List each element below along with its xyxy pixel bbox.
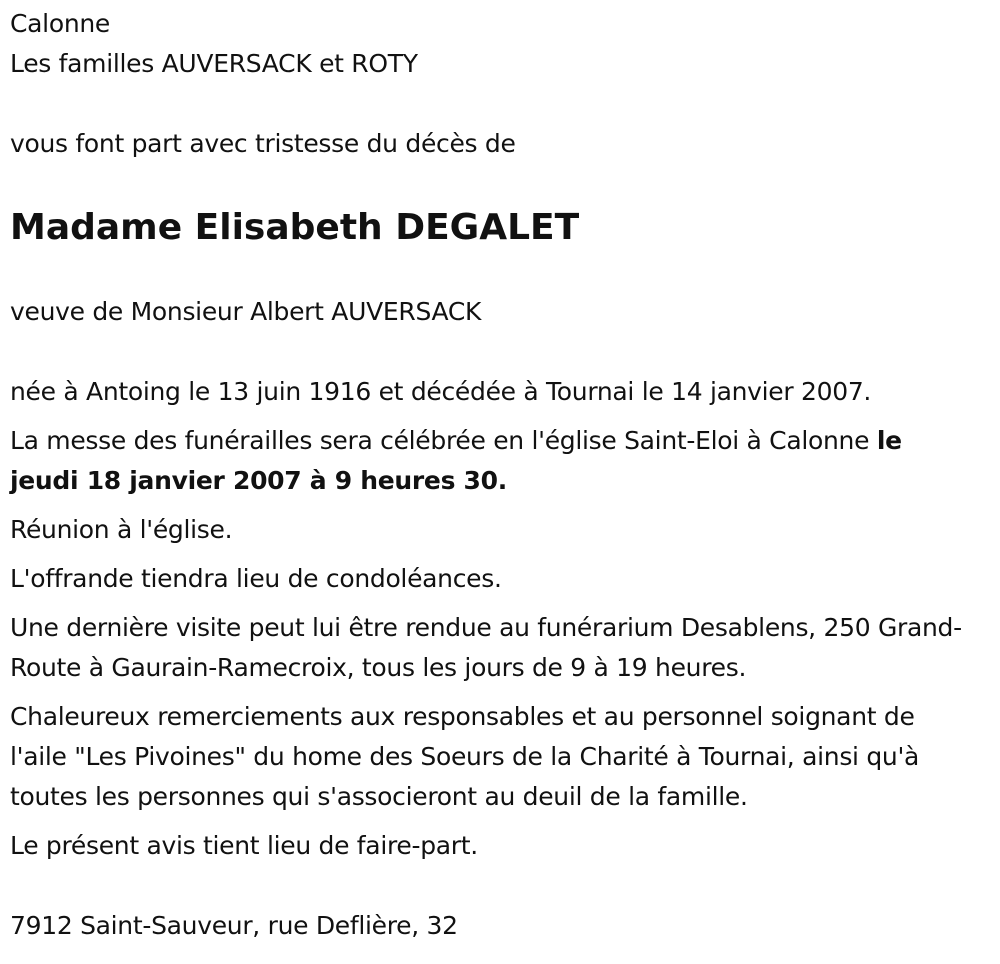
widow-of-line: veuve de Monsieur Albert AUVERSACK [10,297,482,326]
thanks-paragraph: Chaleureux remerciements aux responsables et au personnel soignant de l'aile "Les Pivoines" du home des Soeurs de la Charité à Tournai, ainsi qu'à toutes les personnes qui s'associeront au deuil de la famille. [10,702,920,811]
meeting-line: Réunion à l'église. [10,515,233,544]
families-line: Les familles AUVERSACK et ROTY [10,49,418,78]
offering-line: L'offrande tiendra lieu de condoléances. [10,564,502,593]
obituary-notice [10,4,975,946]
visit-paragraph: Une dernière visite peut lui être rendue au funérarium Desablens, 250 Grand-Route à Gaurain-Ramecroix, tous les jours de 9 à 19 heures. [10,613,962,682]
birth-death-line: née à Antoing le 13 juin 1916 et décédée à Tournai le 14 janvier 2007. [10,377,872,406]
mass-datetime: le jeudi 18 janvier 2007 à 9 heures 30. [10,426,902,495]
intro-line: vous font part avec tristesse du décès de [10,129,516,158]
town-line: Calonne [10,9,110,38]
deceased-name: Madame Elisabeth DEGALET [10,207,580,248]
mass-text: La messe des funérailles sera célébrée en l'église Saint-Eloi à Calonne [10,426,877,455]
address-line: 7912 Saint-Sauveur, rue Deflière, 32 [10,911,458,940]
mass-paragraph [10,421,975,501]
notice-statement: Le présent avis tient lieu de faire-part. [10,831,478,860]
